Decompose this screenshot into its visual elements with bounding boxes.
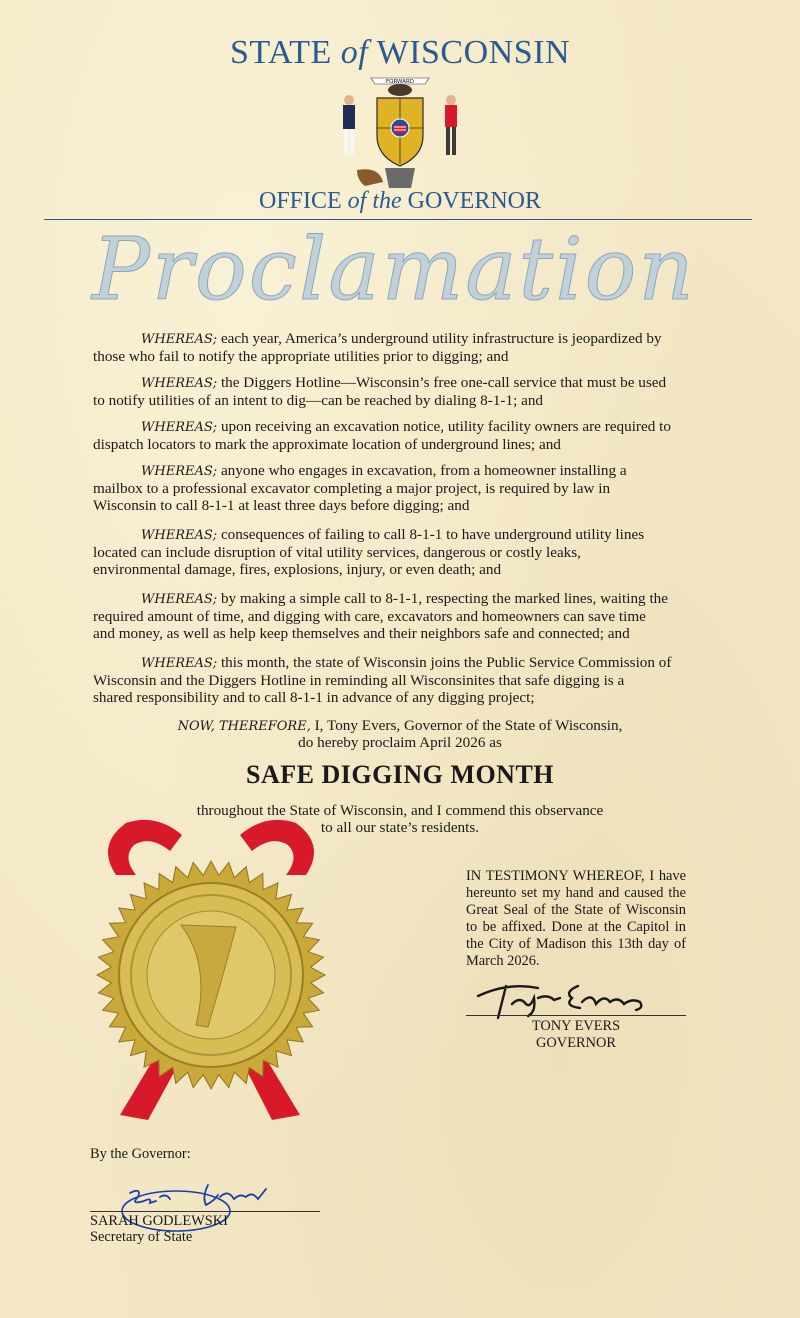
coat-of-arms-icon <box>327 70 473 192</box>
whereas-paragraph-5: WHEREAS; consequences of failing to call 8-1-1 to have underground utility lines located can include disruption of vital utility services, dangerous or costly leaks, environmental damage, fires, explosions, injury, or even death; and <box>93 526 645 578</box>
governor-signature-line <box>466 1015 686 1016</box>
testimony-text: IN TESTIMONY WHEREOF, I have hereunto set my hand and caused the Great Seal of the State of Wisconsin to be affixed. Done at the Capitol in the City of Madison this 13th day of March 2026. <box>466 868 686 969</box>
proclamation-heading: Proclamation <box>92 220 696 320</box>
now-therefore-line-1: NOW, THEREFORE, I, Tony Evers, Governor of the State of Wisconsin, <box>177 717 623 734</box>
state-title <box>0 34 800 72</box>
proclaimed-month-title: SAFE DIGGING MONTH <box>245 760 555 789</box>
whereas-paragraph-7: WHEREAS; this month, the state of Wisconsin joins the Public Service Commission of Wisconsin and the Diggers Hotline in reminding all Wisconsinites that safe digging is a shared responsibility and to call 8-1-1 in advance of any digging project; <box>93 654 672 706</box>
governor-title: GOVERNOR <box>536 1035 616 1051</box>
secretary-name: SARAH GODLEWSKI <box>90 1213 228 1229</box>
coat-motto: FORWARD <box>385 79 415 85</box>
governor-signature-icon <box>468 968 688 1020</box>
whereas-paragraph-1: WHEREAS; each year, America’s underground utility infrastructure is jeopardized by those who fail to notify the appropriate utilities prior to digging; and <box>93 330 662 365</box>
whereas-paragraph-2: WHEREAS; the Diggers Hotline—Wisconsin’s free one-call service that must be used to notify utilities of an intent to dig—can be reached by dialing 8-1-1; and <box>93 374 667 409</box>
state-title-pre: STATE <box>229 34 341 71</box>
governor-name: TONY EVERS <box>531 1018 621 1034</box>
secretary-title: Secretary of State <box>90 1229 193 1245</box>
great-seal-icon <box>86 815 336 1130</box>
office-title-of: of the <box>347 188 402 214</box>
whereas-paragraph-6: WHEREAS; by making a simple call to 8-1-1, respecting the marked lines, waiting the required amount of time, and digging with care, excavators and homeowners can save time and money, as well as help keep themselves and their neighbors safe and connected; and <box>93 590 669 642</box>
secretary-signature-line <box>90 1211 320 1212</box>
office-title <box>0 188 800 215</box>
secretary-name-block <box>90 1213 228 1245</box>
whereas-paragraph-3: WHEREAS; upon receiving an excavation notice, utility facility owners are required to dispatch locators to mark the approximate location of underground lines; and <box>93 418 671 453</box>
office-title-post: GOVERNOR <box>401 188 542 214</box>
observance-line-1: throughout the State of Wisconsin, and I commend this observance <box>196 802 604 819</box>
observance-line-2: to all our state’s residents. <box>320 819 480 836</box>
state-title-of: of <box>340 34 369 71</box>
governor-name-block <box>466 1018 686 1052</box>
now-therefore-line-2: do hereby proclaim April 2026 as <box>298 734 502 751</box>
whereas-paragraph-4: WHEREAS; anyone who engages in excavation, from a homeowner installing a mailbox to a professional excavator completing a major project, is required by law in Wisconsin to call 8-1-1 at least three days before digging; and <box>93 462 627 514</box>
state-title-post: WISCONSIN <box>368 34 570 71</box>
office-title-pre: OFFICE <box>258 188 348 214</box>
by-the-governor-label: By the Governor: <box>90 1146 191 1162</box>
